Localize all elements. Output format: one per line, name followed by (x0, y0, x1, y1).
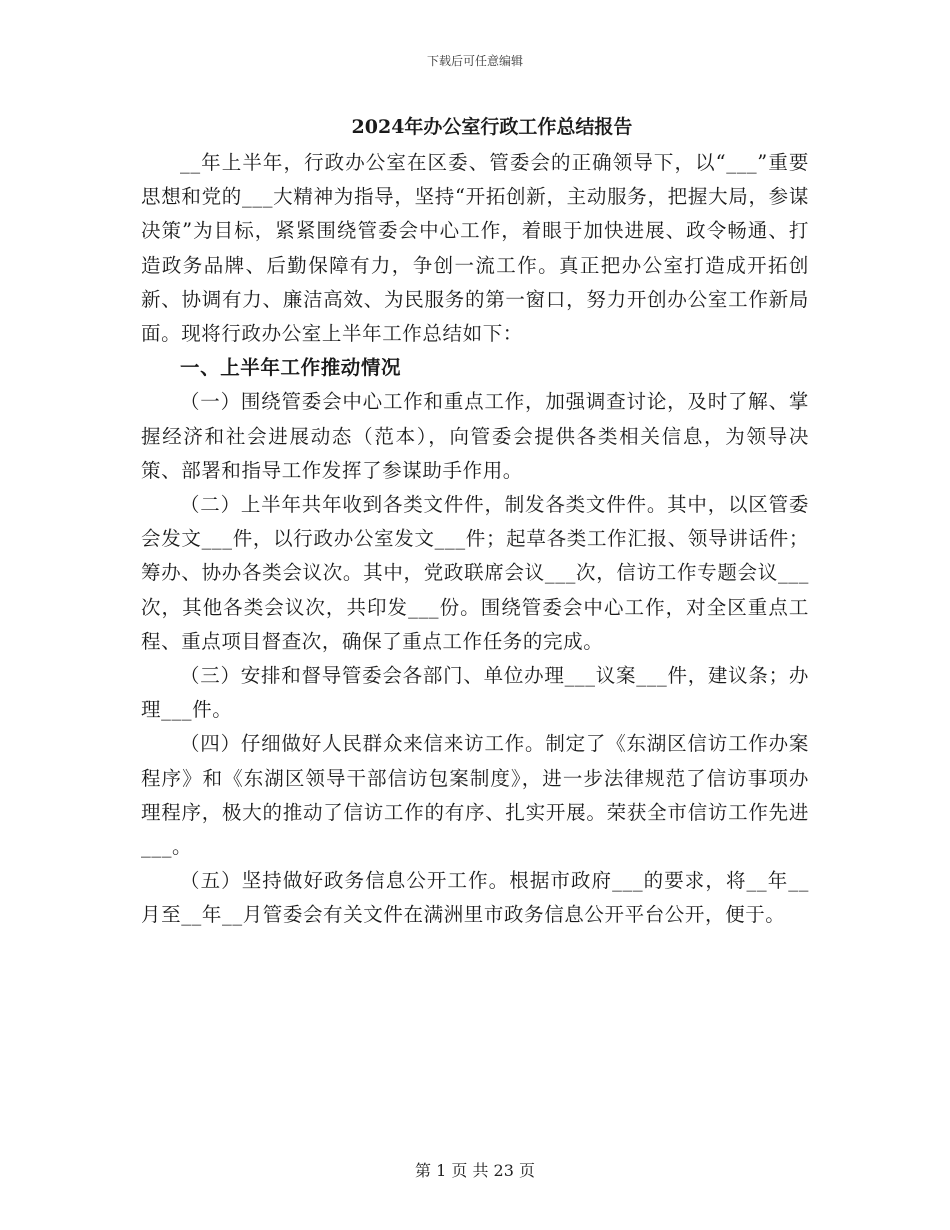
intro-paragraph: __年上半年，行政办公室在区委、管委会的正确领导下，以“___”重要思想和党的___大精神为指导，坚持“开拓创新，主动服务，把握大局，参谋决策”为目标，紧紧围绕管委会中心工作，着眼于加快进展、政令畅通、打造政务品牌、后勤保障有力，争创一流工作。真正把办公室打造成开拓创新、协调有力、廉洁高效、为民服务的第一窗口，努力开创办公室工作新局面。现将行政办公室上半年工作总结如下： (141, 151, 809, 346)
list-item: （四）仔细做好人民群众来信来访工作。制定了《东湖区信访工作办案程序》和《东湖区领导干部信访包案制度》，进一步法律规范了信访事项办理程序，极大的推动了信访工作的有序、扎实开展。荣获全市信访工作先进___。 (141, 732, 809, 859)
section-heading: 一、上半年工作推动情况 (180, 356, 402, 380)
list-item: （三）安排和督导管委会各部门、单位办理___议案___件，建议条；办理___件。 (141, 664, 809, 722)
document-body (141, 108, 809, 933)
page-number: 第 1 页 共 23 页 (415, 1161, 535, 1180)
header-note: 下载后可任意编辑 (426, 54, 523, 68)
list-item: （五）坚持做好政务信息公开工作。根据市政府___的要求，将__年__月至__年__月管委会有关文件在满洲里市政务信息公开平台公开，便于。 (141, 869, 809, 927)
document-title: 2024年办公室行政工作总结报告 (351, 116, 633, 138)
list-item: （二）上半年共年收到各类文件件，制发各类文件件。其中，以区管委会发文___件，以行政办公室发文___件；起草各类工作汇报、领导讲话件；筹办、协办各类会议次。其中，党政联席会议___次，信访工作专题会议___次，其他各类会议次，共印发___份。围绕管委会中心工作，对全区重点工程、重点项目督查次，确保了重点工作任务的完成。 (141, 493, 809, 653)
list-item: （一）围绕管委会中心工作和重点工作，加强调查讨论，及时了解、掌握经济和社会进展动态（范本），向管委会提供各类相关信息，为领导决策、部署和指导工作发挥了参谋助手作用。 (141, 390, 809, 482)
